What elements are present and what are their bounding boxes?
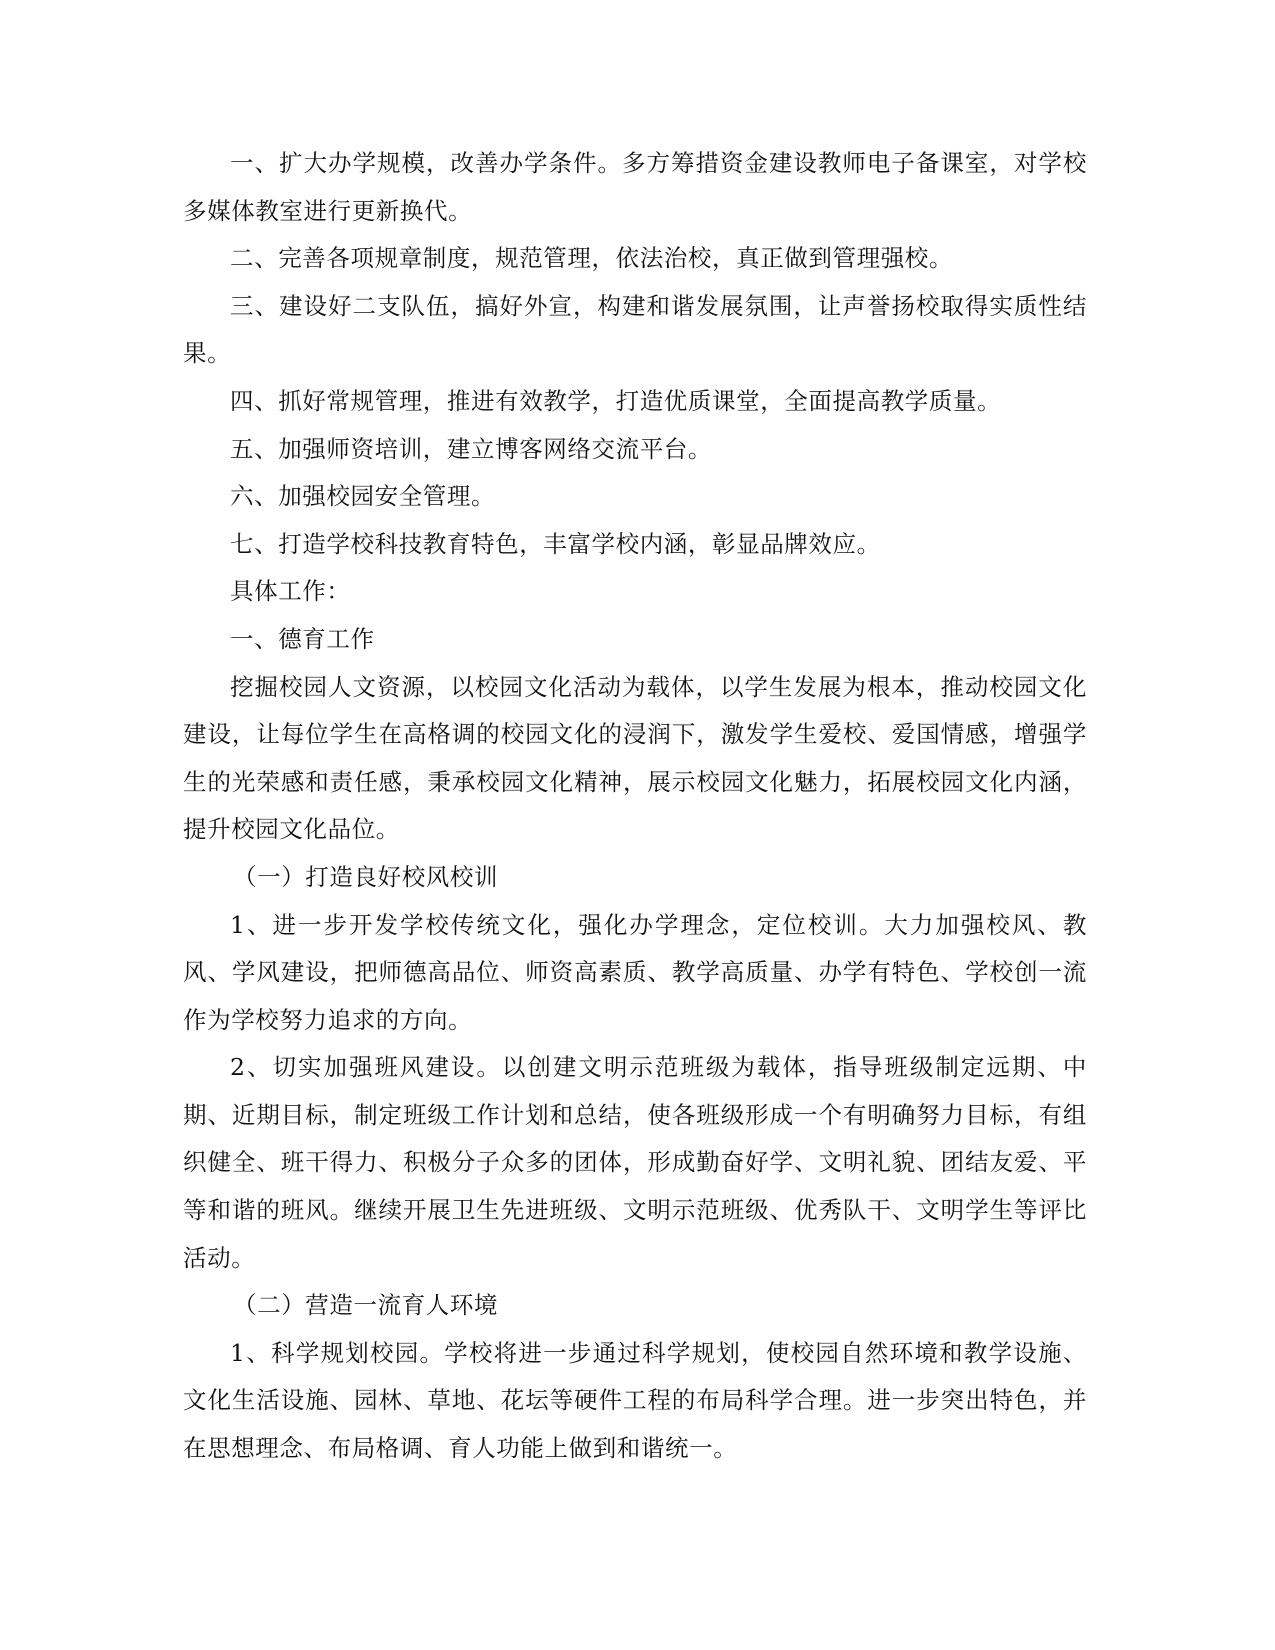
- paragraph-goal-1: 一、扩大办学规模，改善办学条件。多方筹措资金建设教师电子备课室，对学校多媒体教室进行更新换代。: [183, 149, 1087, 225]
- paragraph-goal-3: 三、建设好二支队伍，搞好外宣，构建和谐发展氛围，让声誉扬校取得实质性结果。: [183, 291, 1087, 368]
- paragraph-environment-1: 1、科学规划校园。学校将进一步通过科学规划，使校园自然环境和教学设施、文化生活设施、园林、草地、花坛等硬件工程的布局科学合理。进一步突出特色，并在思想理念、布局格调、育人功能上做到和谐统一。: [183, 1338, 1087, 1463]
- paragraph-goal-2: 二、完善各项规章制度，规范管理，依法治校，真正做到管理强校。: [230, 244, 953, 273]
- paragraph-goal-6: 六、加强校园安全管理。: [230, 482, 496, 511]
- section-label-specific-work: 具体工作：: [230, 577, 351, 606]
- paragraph-goal-4: 四、抓好常规管理，推进有效教学，打造优质课堂，全面提高教学质量。: [230, 386, 1002, 415]
- paragraph-moral-education-intro: 挖掘校园人文资源，以校园文化活动为载体，以学生发展为根本，推动校园文化建设，让每位学生在高格调的校园文化的浸润下，激发学生爱校、爱国情感，增强学生的光荣感和责任感，秉承校园文化精神，展示校园文化魅力，拓展校园文化内涵，提升校园文化品位。: [183, 672, 1087, 844]
- document-body: [183, 140, 1087, 1473]
- section-heading-moral-education: 一、德育工作: [230, 624, 375, 653]
- subheading-education-environment: （二）营造一流育人环境: [233, 1291, 499, 1320]
- paragraph-goal-7: 七、打造学校科技教育特色，丰富学校内涵，彰显品牌效应。: [230, 529, 881, 558]
- paragraph-school-spirit-2: 2、切实加强班风建设。以创建文明示范班级为载体，指导班级制定远期、中期、近期目标，制定班级工作计划和总结，使各班级形成一个有明确努力目标，有组织健全、班干得力、积极分子众多的团体，形成勤奋好学、文明礼貌、团结友爱、平等和谐的班风。继续开展卫生先进班级、文明示范班级、优秀队干、文明学生等评比活动。: [183, 1053, 1087, 1272]
- paragraph-school-spirit-1: 1、进一步开发学校传统文化，强化办学理念，定位校训。大力加强校风、教风、学风建设，把师德高品位、师资高素质、教学高质量、办学有特色、学校创一流作为学校努力追求的方向。: [183, 910, 1087, 1034]
- subheading-school-spirit: （一）打造良好校风校训: [233, 862, 499, 891]
- paragraph-goal-5: 五、加强师资培训，建立博客网络交流平台。: [230, 434, 712, 463]
